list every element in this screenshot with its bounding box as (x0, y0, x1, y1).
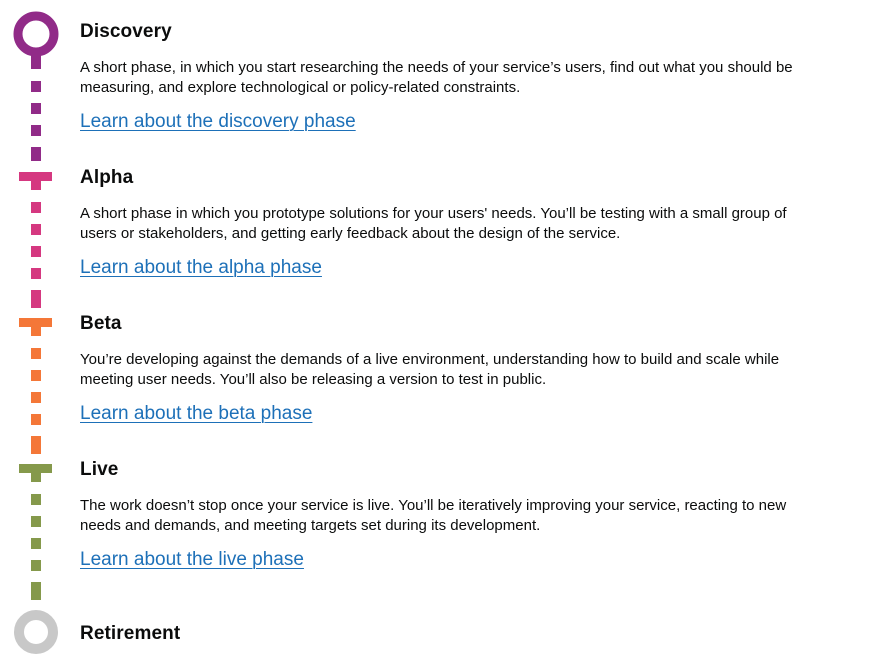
timeline-dash (31, 103, 41, 114)
alpha-marker-stem (31, 181, 41, 190)
beta-marker (19, 318, 52, 327)
phase-timeline (0, 0, 70, 656)
timeline-segment-live (19, 464, 52, 600)
live-marker (19, 464, 52, 473)
phase-description: A short phase, in which you start researching the needs of your service’s users, find out what you should be measuring, and explore technological or policy-related constraints. (80, 59, 793, 96)
beta-marker-stem (31, 327, 41, 336)
timeline-dash (31, 414, 41, 425)
timeline-dash (31, 224, 41, 235)
phase-description: A short phase in which you prototype solutions for your users' needs. You’ll be testing with a small group of users or stakeholders, and getting early feedback about the design of the service. (80, 205, 787, 242)
alpha-marker (19, 172, 52, 181)
timeline-dash (31, 392, 41, 403)
learn-live-link[interactable]: Learn about the live phase (80, 549, 304, 570)
timeline-dash (31, 348, 41, 359)
timeline-dash (31, 202, 41, 213)
learn-alpha-link[interactable]: Learn about the alpha phase (80, 257, 322, 278)
timeline-segment-discovery (18, 16, 54, 161)
retirement-end-marker (19, 615, 53, 649)
phase-title: Beta (80, 313, 122, 334)
phase-title: Discovery (80, 21, 172, 42)
timeline-dash (31, 560, 41, 571)
learn-discovery-link[interactable]: Learn about the discovery phase (80, 111, 356, 132)
timeline-dash (31, 268, 41, 279)
phase-live (80, 458, 840, 572)
timeline-dash (31, 81, 41, 92)
timeline-dash (31, 582, 41, 600)
timeline-dash (31, 538, 41, 549)
timeline-segment-alpha (19, 172, 52, 308)
timeline-dash (31, 52, 41, 69)
phase-alpha (80, 166, 840, 280)
phase-retirement (80, 622, 840, 646)
timeline-segment-beta (19, 318, 52, 454)
phase-description: The work doesn’t stop once your service is live. You’ll be iteratively improving your service, reacting to new needs and demands, and meeting targets set during its development. (80, 497, 787, 534)
phase-discovery (80, 20, 840, 134)
phase-title: Live (80, 459, 119, 480)
timeline-dash (31, 494, 41, 505)
phase-title: Alpha (80, 167, 134, 188)
timeline-dash (31, 436, 41, 454)
learn-beta-link[interactable]: Learn about the beta phase (80, 403, 313, 424)
live-marker-stem (31, 473, 41, 482)
timeline-dash (31, 370, 41, 381)
phase-title: Retirement (80, 623, 181, 644)
timeline-dash (31, 246, 41, 257)
phase-beta (80, 312, 840, 426)
timeline-dash (31, 290, 41, 308)
phase-description: You’re developing against the demands of a live environment, understanding how to build and scale while meeting user needs. You’ll also be releasing a version to test in public. (80, 351, 780, 388)
timeline-dash (31, 516, 41, 527)
timeline-dash (31, 147, 41, 161)
timeline-dash (31, 125, 41, 136)
discovery-start-marker (18, 16, 54, 52)
